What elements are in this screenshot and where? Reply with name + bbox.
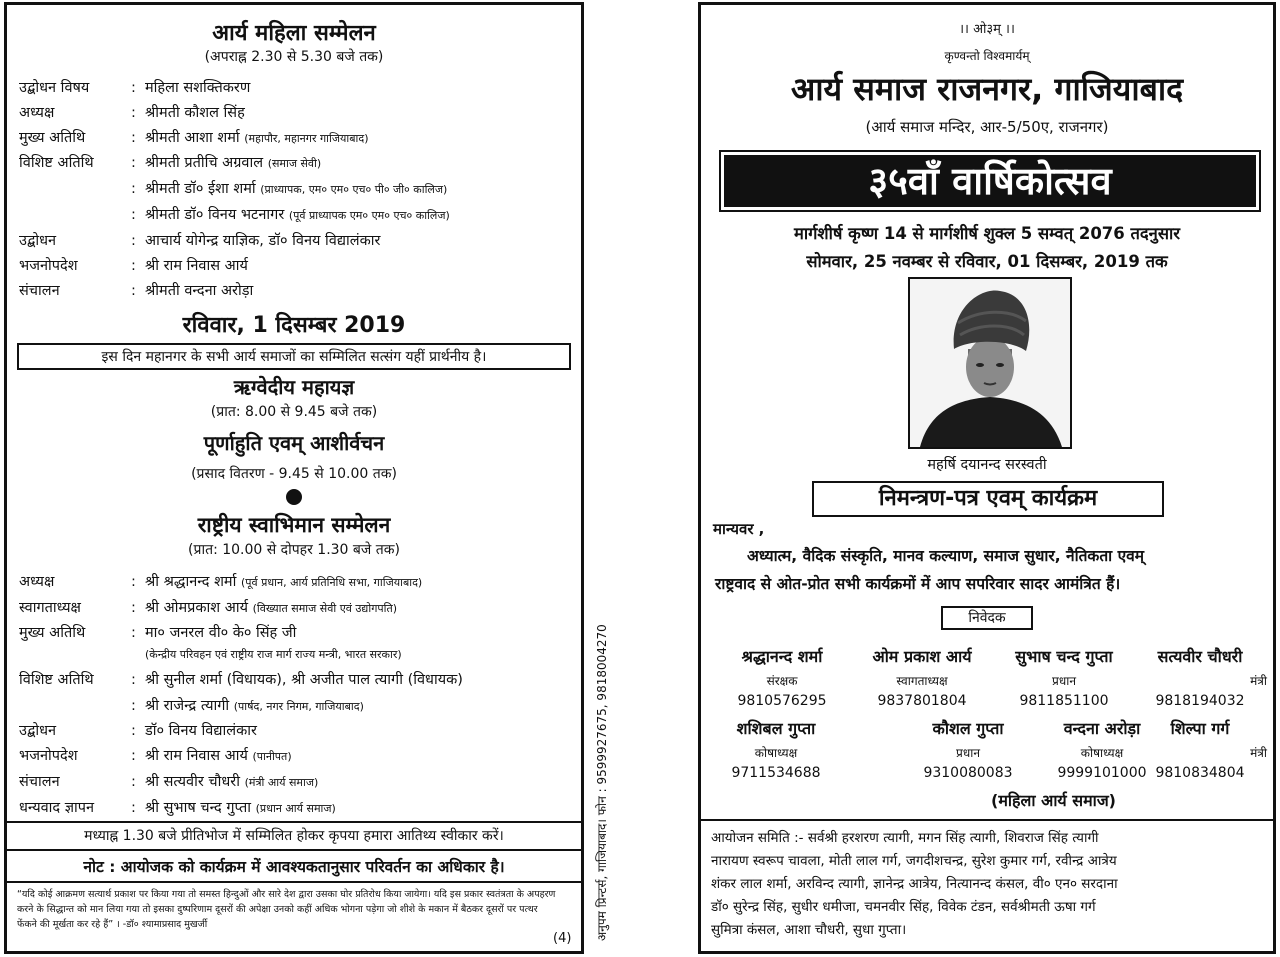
row-value: श्रीमती डॉ० ईशा शर्मा — [145, 181, 256, 197]
yajna-title: ऋग्वेदीय महायज्ञ — [233, 375, 355, 399]
row-value: श्रीमती प्रतीचि अग्रवाल — [145, 155, 264, 171]
member-card — [893, 717, 1043, 781]
program-row: स्वागताध्यक्ष : श्री ओमप्रकाश आर्य (विख्यात समाज सेवी एवं उद्योगपति) — [19, 597, 579, 617]
program-row: भजनोपदेश : श्री राम निवास आर्य — [19, 255, 579, 275]
member-role: संरक्षक — [766, 674, 798, 688]
row-value: श्री राजेन्द्र त्यागी — [145, 698, 230, 714]
row-label: उद्बोधन — [19, 233, 57, 249]
row-label: उद्बोधन — [19, 723, 57, 739]
member-name: शशिबल गुप्ता — [736, 719, 816, 738]
program-row: : श्रीमती डॉ० ईशा शर्मा (प्राध्यापक, एम० एम० एच० पी० जी० कालिज) — [19, 178, 579, 198]
mahila-samaj-label: (महिला आर्य समाज) — [991, 791, 1116, 810]
member-phone: 9310080083 — [923, 765, 1013, 781]
member-role: प्रधान — [956, 746, 980, 760]
salutation: मान्यवर , — [713, 520, 765, 538]
row-label: संचालन — [19, 774, 60, 790]
quote-text: “यदि कोई आक्रमण सत्यार्थ प्रकाश पर किया गया तो समस्त हिन्दुओं और सारे देश द्वारा उसका घोर प्रतिरोध किया जायेगा। यदि इस प्रकार स्वतंत्रता के अपहरण करने के सिद्धान्त को मान लिया गया तो इसका दुष्परिणाम दूसरों की अपेक्षा उनको कहीं अधिक भोगना पड़ेगा जो शीशे के मकान में बैठकर दूसरों पर पत्थर फेंकने की मूर्खता कर रहे हैं” । -डॉ० श्यामाप्रसाद मुखर्जी — [17, 889, 556, 930]
member-phone: 9837801804 — [877, 693, 967, 709]
member-role: कोषाध्यक्ष — [1080, 746, 1124, 760]
member-card — [1125, 717, 1275, 781]
member-card — [707, 645, 857, 709]
member-name: श्रद्धानन्द शर्मा — [741, 647, 823, 666]
committee-block — [711, 827, 1271, 942]
row-value: श्री सत्यवीर चौधरी — [145, 774, 240, 790]
member-card — [847, 645, 997, 709]
row-label: मुख्य अतिथि — [19, 625, 86, 641]
row-note: (मंत्री आर्य समाज) — [244, 776, 319, 789]
program-row: धन्यवाद ज्ञापन : श्री सुभाष चन्द गुप्ता (प्रधान आर्य समाज) — [19, 797, 579, 817]
row-note: (विख्यात समाज सेवी एवं उद्योगपति) — [252, 602, 398, 615]
row-label: विशिष्ट अतिथि — [19, 155, 94, 171]
date-line-1: मार्गशीर्ष कृष्ण 14 से मार्गशीर्ष शुक्ल 5 सम्वत् 2076 तदनुसार — [793, 224, 1181, 243]
member-name: सत्यवीर चौधरी — [1157, 647, 1243, 666]
row-value: श्री राम निवास आर्य — [145, 748, 248, 764]
committee-line: सुमित्रा कंसल, आशा चौधरी, सुधा गुप्ता। — [711, 922, 907, 938]
row-label: भजनोपदेश — [19, 258, 78, 274]
row-label: धन्यवाद ज्ञापन — [19, 800, 95, 816]
program-row: विशिष्ट अतिथि : श्रीमती प्रतीचि अग्रवाल (समाज सेवी) — [19, 152, 579, 172]
row-value: श्री सुनील शर्मा (विधायक), श्री अजीत पाल त्यागी (विधायक) — [145, 672, 463, 688]
portrait-icon — [910, 279, 1070, 447]
divider — [701, 819, 1273, 821]
member-name: कौशल गुप्ता — [932, 719, 1004, 738]
member-phone: 9818194032 — [1155, 693, 1245, 709]
satsang-note: इस दिन महानगर के सभी आर्य समाजों का सम्मिलित सत्संग यहीं प्रार्थनीय है। — [17, 343, 571, 370]
body-line-2: राष्ट्रवाद से ओत-प्रोत सभी कार्यक्रमों में आप सपरिवार सादर आमंत्रित हैं। — [715, 575, 1121, 593]
program-row: अध्यक्ष : श्री श्रद्धानन्द शर्मा (पूर्व प्रधान, आर्य प्रतिनिधि सभा, गाजियाबाद) — [19, 571, 579, 591]
program-row: उद्बोधन : डॉ० विनय विद्यालंकार — [19, 720, 579, 740]
member-card — [989, 645, 1139, 709]
row-note: (समाज सेवी) — [267, 157, 322, 170]
member-name: ओम प्रकाश आर्य — [872, 647, 972, 666]
program-row: उद्बोधन विषय : महिला सशक्तिकरण — [19, 77, 579, 97]
committee-line: शंकर लाल शर्मा, अरविन्द त्यागी, ज्ञानेन्द्र आत्रेय, नित्यानन्द कंसल, वी० एन० सरदाना — [711, 876, 1118, 892]
program-row: उद्बोधन : आचार्य योगेन्द्र याज्ञिक, डॉ० विनय विद्यालंकार — [19, 230, 579, 250]
row-label: अध्यक्ष — [19, 574, 55, 590]
program-row: संचालन : श्रीमती वन्दना अरोड़ा — [19, 280, 579, 300]
right-page — [698, 2, 1276, 954]
row-note: (पार्षद, नगर निगम, गाजियाबाद) — [233, 700, 364, 713]
program-row: : श्रीमती डॉ० विनय भटनागर (पूर्व प्राध्यापक एम० एम० एच० कालिज) — [19, 204, 579, 224]
program-row: विशिष्ट अतिथि : श्री सुनील शर्मा (विधायक), श्री अजीत पाल त्यागी (विधायक) — [19, 669, 579, 689]
row-value: महिला सशक्तिकरण — [145, 80, 251, 96]
row-value: श्रीमती डॉ० विनय भटनागर — [145, 207, 285, 223]
member-card — [1125, 645, 1275, 709]
row-value: डॉ० विनय विद्यालंकार — [145, 723, 257, 739]
row-note: (पूर्व प्रधान, आर्य प्रतिनिधि सभा, गाजियाबाद) — [240, 576, 423, 589]
event-date: रविवार, 1 दिसम्बर 2019 — [182, 313, 406, 338]
row-note: (महापौर, महानगर गाजियाबाद) — [244, 132, 369, 145]
anniversary-banner: ३५वाँ वार्षिकोत्सव — [724, 155, 1256, 207]
row-note: (प्रधान आर्य समाज) — [255, 802, 336, 815]
member-name: सुभाष चन्द गुप्ता — [1015, 647, 1113, 666]
motto: कृण्वन्तो विश्वमार्यम् — [944, 49, 1030, 63]
portrait-caption: महर्षि दयानन्द सरस्वती — [927, 457, 1047, 473]
left-page — [4, 2, 584, 954]
row-label: विशिष्ट अतिथि — [19, 672, 94, 688]
mahila-sammelan-time: (अपराह्न 2.30 से 5.30 बजे तक) — [204, 49, 384, 65]
row-value: श्री श्रद्धानन्द शर्मा — [145, 574, 237, 590]
row-label: उद्बोधन विषय — [19, 80, 90, 96]
yajna-time: (प्रात: 8.00 से 9.45 बजे तक) — [210, 404, 378, 420]
bullet-icon — [286, 489, 302, 505]
member-phone: 9810576295 — [737, 693, 827, 709]
program-row: अध्यक्ष : श्रीमती कौशल सिंह — [19, 102, 579, 122]
member-role: प्रधान — [1052, 674, 1076, 688]
program-row: : श्री राजेन्द्र त्यागी (पार्षद, नगर निगम, गाजियाबाद) — [19, 695, 579, 715]
prasad-time: (प्रसाद वितरण - 9.45 से 10.00 तक) — [191, 466, 397, 482]
divider — [7, 821, 581, 823]
page-number: (4) — [553, 931, 572, 946]
member-role: मंत्री — [1250, 674, 1267, 688]
committee-line: डॉ० सुरेन्द्र सिंह, सुधीर धमीजा, चमनवीर सिंह, विवेक टंडन, सर्वश्रीमती ऊषा गर्ग — [711, 899, 1096, 915]
mahila-sammelan-title: आर्य महिला सम्मेलन — [212, 21, 376, 46]
date-line-2: सोमवार, 25 नवम्बर से रविवार, 01 दिसम्बर, 2019 तक — [806, 252, 1168, 271]
row-note: (पानीपत) — [252, 750, 292, 763]
row-label: मुख्य अतिथि — [19, 130, 86, 146]
portrait-image — [908, 277, 1072, 449]
row-value: आचार्य योगेन्द्र याज्ञिक, डॉ० विनय विद्यालंकार — [145, 233, 381, 249]
body-line-1: अध्यात्म, वैदिक संस्कृति, मानव कल्याण, समाज सुधार, नैतिकता एवम् — [747, 547, 1145, 565]
row-value: श्रीमती वन्दना अरोड़ा — [145, 283, 254, 299]
row-note: (केन्द्रीय परिवहन एवं राष्ट्रीय राज मार्ग राज्य मन्त्री, भारत सरकार) — [145, 648, 402, 661]
member-role: स्वागताध्यक्ष — [896, 674, 948, 688]
row-label: संचालन — [19, 283, 60, 299]
program-row: मुख्य अतिथि : श्रीमती आशा शर्मा (महापौर, महानगर गाजियाबाद) — [19, 127, 579, 147]
divider — [7, 881, 581, 883]
member-phone: 9711534688 — [731, 765, 821, 781]
org-address: (आर्य समाज मन्दिर, आर-5/50ए, राजनगर) — [865, 118, 1109, 136]
row-value: श्री ओमप्रकाश आर्य — [145, 600, 248, 616]
program-row: मुख्य अतिथि : मा० जनरल वी० के० सिंह जी — [19, 622, 579, 642]
member-role: मंत्री — [1250, 746, 1267, 760]
row-note: (पूर्व प्राध्यापक एम० एम० एच० कालिज) — [288, 209, 450, 222]
row-note: (प्राध्यापक, एम० एम० एच० पी० जी० कालिज) — [260, 183, 448, 196]
row-value: मा० जनरल वी० के० सिंह जी — [145, 625, 297, 641]
member-card — [701, 717, 851, 781]
swabhiman-title: राष्ट्रीय स्वाभिमान सम्मेलन — [197, 513, 391, 537]
member-name: वन्दना अरोड़ा — [1063, 719, 1141, 738]
committee-line: नारायण स्वरूप चावला, मोती लाल गर्ग, जगदीशचन्द्र, सुरेश कुमार गर्ग, रवीन्द्र आत्रेय — [711, 853, 1117, 869]
row-label: स्वागताध्यक्ष — [19, 600, 81, 616]
anniversary-frame — [719, 150, 1261, 212]
change-note: नोट : आयोजक को कार्यक्रम में आवश्यकतानुसार परिवर्तन का अधिकार है। — [83, 858, 505, 876]
program-row — [19, 646, 579, 662]
row-value: श्रीमती आशा शर्मा — [145, 130, 240, 146]
org-name: आर्य समाज राजनगर, गाजियाबाद — [790, 70, 1184, 108]
member-role: कोषाध्यक्ष — [754, 746, 798, 760]
divider — [7, 849, 581, 851]
nivedak-label: निवेदक — [941, 606, 1033, 630]
row-value: श्री सुभाष चन्द गुप्ता — [145, 800, 252, 816]
member-phone: 9999101000 — [1057, 765, 1147, 781]
committee-line: आयोजन समिति :- सर्वश्री हरशरण त्यागी, मगन सिंह त्यागी, शिवराज सिंह त्यागी — [711, 830, 1099, 846]
swabhiman-time: (प्रात: 10.00 से दोपहर 1.30 बजे तक) — [188, 542, 400, 558]
printer-strip — [586, 0, 610, 957]
invitation-title: निमन्त्रण-पत्र एवम् कार्यक्रम — [812, 481, 1164, 517]
member-name: शिल्पा गर्ग — [1170, 719, 1230, 738]
row-value: श्रीमती कौशल सिंह — [145, 105, 245, 121]
member-phone: 9811851100 — [1019, 693, 1109, 709]
row-value: श्री राम निवास आर्य — [145, 258, 248, 274]
row-label: भजनोपदेश — [19, 748, 78, 764]
om-heading: ।। ओ३म् ।। — [959, 22, 1015, 37]
program-row: संचालन : श्री सत्यवीर चौधरी (मंत्री आर्य समाज) — [19, 771, 579, 791]
member-phone: 9810834804 — [1155, 765, 1245, 781]
row-label: अध्यक्ष — [19, 105, 55, 121]
lunch-note: मध्याह्न 1.30 बजे प्रीतिभोज में सम्मिलित होकर कृपया हमारा आतिथ्य स्वीकार करें। — [84, 828, 504, 844]
purnahuti-title: पूर्णाहुति एवम् आशीर्वचन — [203, 431, 385, 455]
program-row: भजनोपदेश : श्री राम निवास आर्य (पानीपत) — [19, 745, 579, 765]
printer-credit: अनुपम प्रिन्टर्स, गाजियाबाद। फोन : 9599927675, 9818004270 — [595, 624, 609, 941]
